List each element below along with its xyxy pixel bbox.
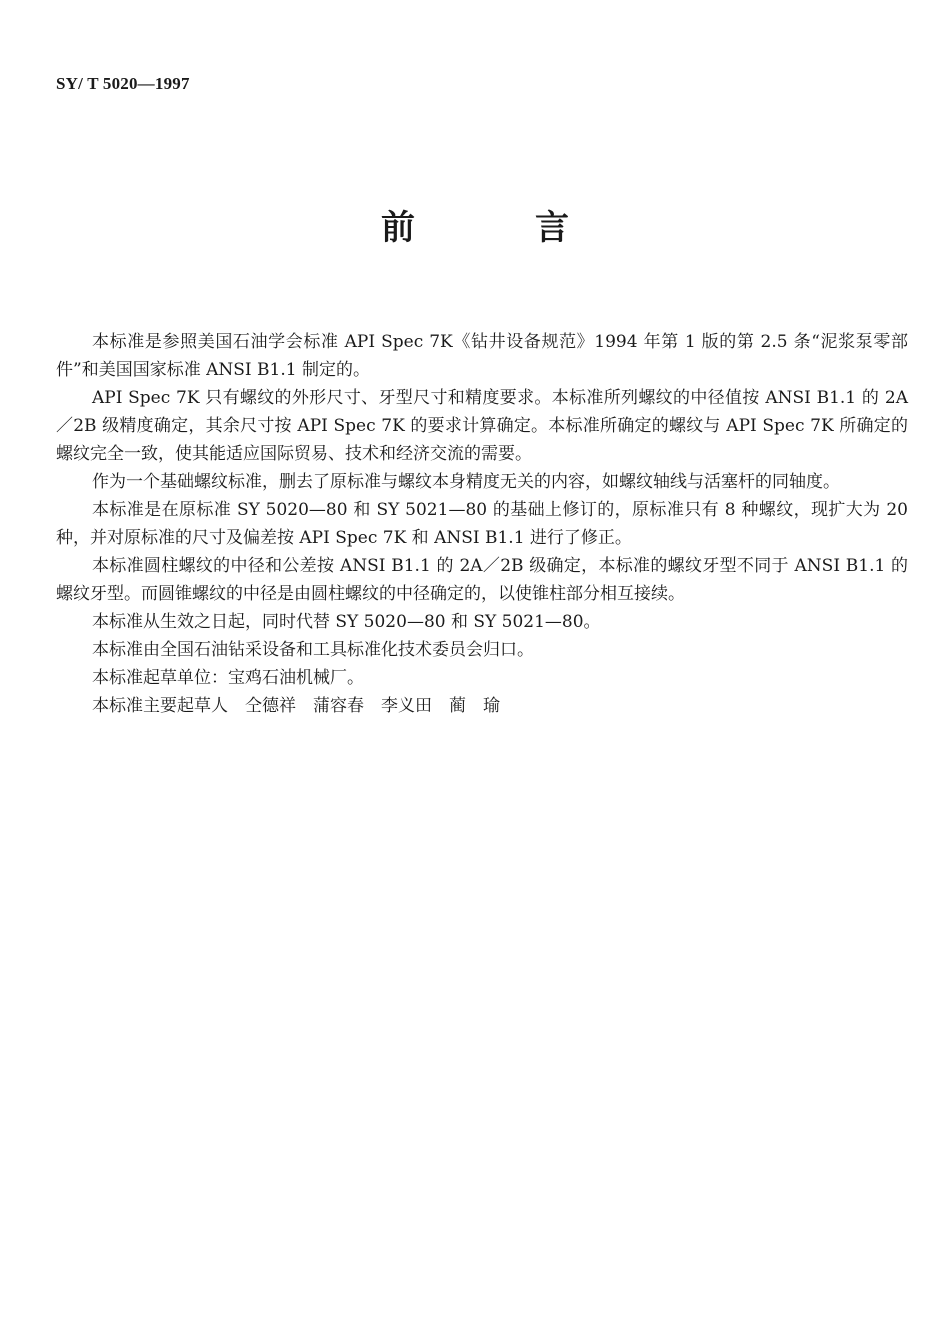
paragraph-9: 本标准主要起草人 仝德祥 蒲容春 李义田 蔺 瑜 (92, 696, 500, 716)
foreword-body (56, 328, 908, 720)
title-char-2: 言 (535, 208, 569, 248)
title-char-1: 前 (381, 208, 415, 248)
page-title (0, 200, 950, 249)
paragraph-4: 本标准是在原标准 SY 5020—80 和 SY 5021—80 的基础上修订的，原标准只有 8 种螺纹，现扩大为 20 种，并对原标准的尺寸及偏差按 API Spec 7K 和 ANSI B1.1 进行了修正。 (56, 500, 908, 548)
paragraph-7: 本标准由全国石油钻采设备和工具标准化技术委员会归口。 (92, 640, 534, 660)
paragraph-5: 本标准圆柱螺纹的中径和公差按 ANSI B1.1 的 2A／2B 级确定，本标准的螺纹牙型不同于 ANSI B1.1 的螺纹牙型。而圆锥螺纹的中径是由圆柱螺纹的中径确定的，以使锥柱部分相互接续。 (56, 556, 908, 604)
paragraph-8: 本标准起草单位：宝鸡石油机械厂。 (92, 668, 364, 688)
paragraph-1: 本标准是参照美国石油学会标准 API Spec 7K《钻井设备规范》1994 年第 1 版的第 2.5 条“泥浆泵零部件”和美国国家标准 ANSI B1.1 制定的。 (56, 332, 908, 380)
paragraph-2: API Spec 7K 只有螺纹的外形尺寸、牙型尺寸和精度要求。本标准所列螺纹的中径值按 ANSI B1.1 的 2A／2B 级精度确定，其余尺寸按 API Spec 7K 的要求计算确定。本标准所确定的螺纹与 API Spec 7K 所确定的螺纹完全一致，使其能适应国际贸易、技术和经济交流的需要。 (56, 388, 908, 464)
paragraph-3: 作为一个基础螺纹标准，删去了原标准与螺纹本身精度无关的内容，如螺纹轴线与活塞杆的同轴度。 (92, 472, 840, 492)
paragraph-6: 本标准从生效之日起，同时代替 SY 5020—80 和 SY 5021—80。 (92, 612, 601, 632)
standard-code: SY/ T 5020—1997 (56, 74, 190, 93)
